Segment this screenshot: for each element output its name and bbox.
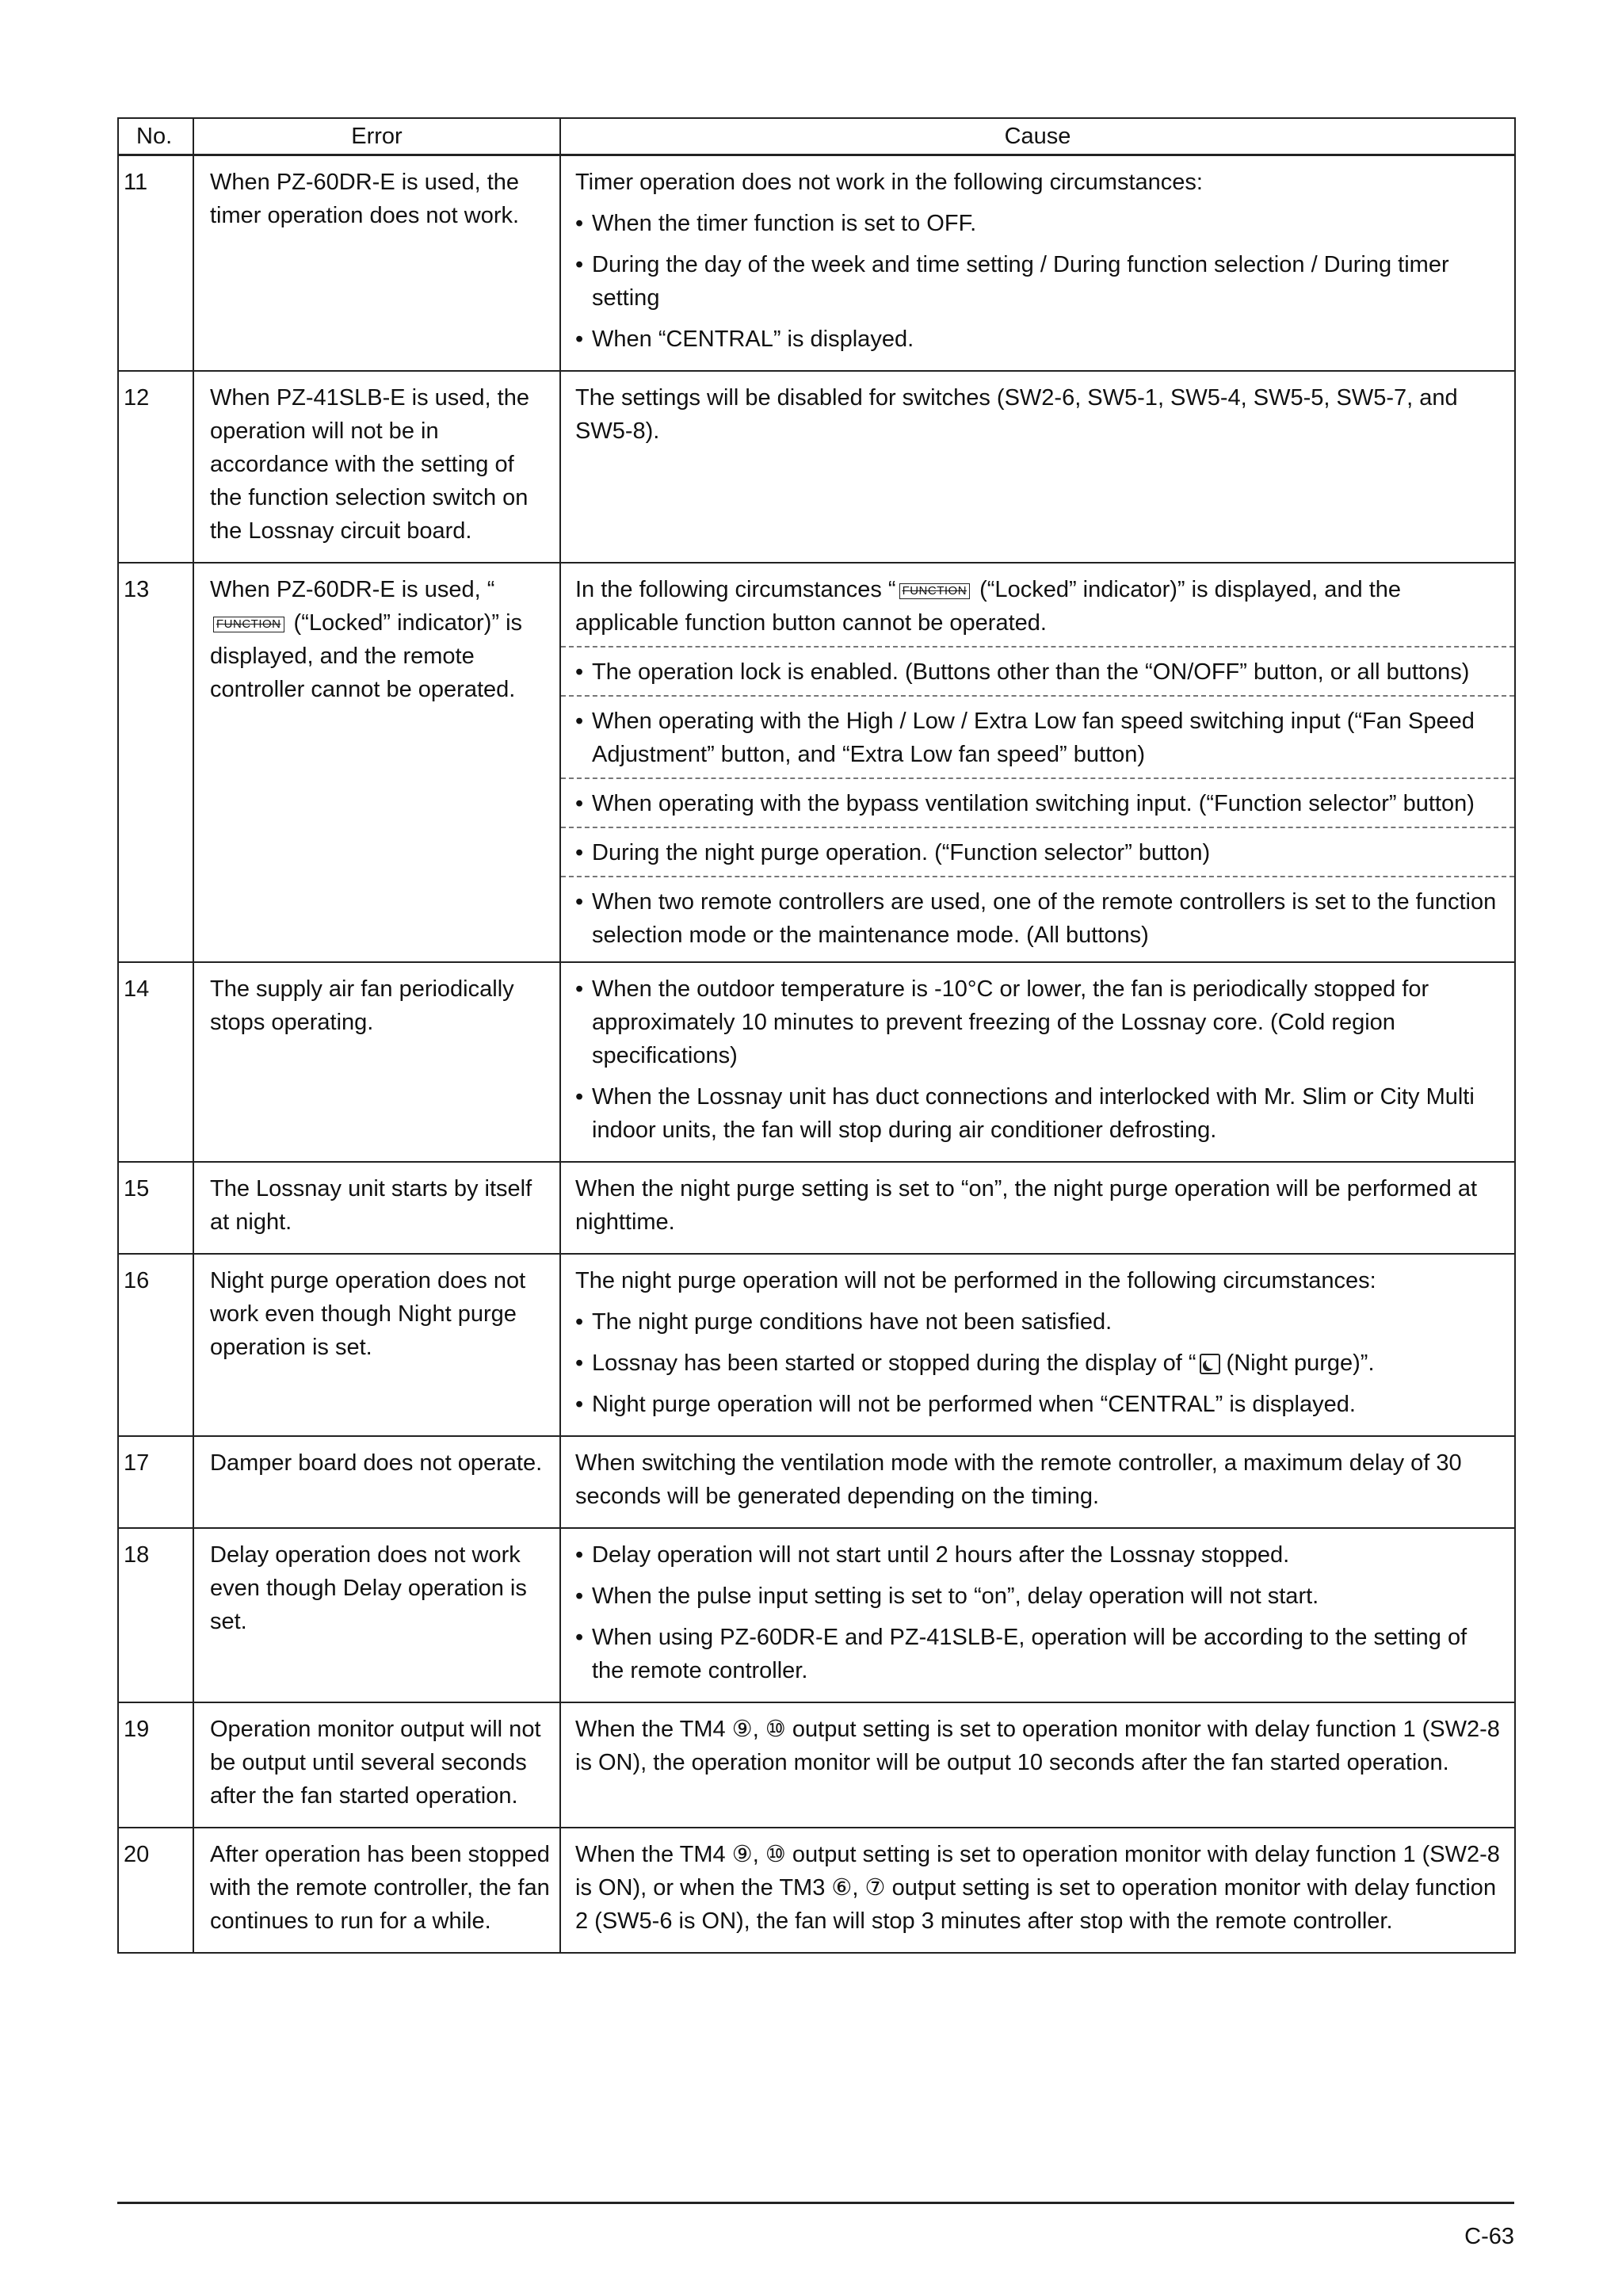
table-row <box>118 1528 1515 1702</box>
cause-cell <box>560 155 1515 372</box>
cause-cell <box>560 1828 1515 1953</box>
cause-cell <box>560 962 1515 1162</box>
function-lock-icon: FUNCTION <box>899 583 971 599</box>
row-number: 14 <box>118 962 193 1162</box>
cause-group <box>561 827 1514 876</box>
cause-text-part: Lossnay has been started or stopped during the display of “ <box>592 1350 1196 1376</box>
row-number: 17 <box>118 1436 193 1528</box>
error-text: (“Locked” indicator)” is displayed, and the remote controller cannot be operated. <box>210 610 523 702</box>
footer-rule <box>117 2202 1514 2204</box>
table-row <box>118 1254 1515 1436</box>
error-cell: Operation monitor output will not be output until several seconds after the fan started operation. <box>193 1702 560 1828</box>
row-number: 12 <box>118 371 193 563</box>
cause-bullet: • Delay operation will not start until 2 hours after the Lossnay stopped. <box>575 1538 1505 1572</box>
table-row <box>118 1702 1515 1828</box>
cause-group <box>561 876 1514 961</box>
cause-bullet <box>575 1347 1505 1380</box>
cause-bullet: • When the pulse input setting is set to “on”, delay operation will not start. <box>575 1580 1505 1613</box>
error-cause-table <box>117 117 1516 1954</box>
cause-cell <box>560 1702 1515 1828</box>
table-row <box>118 1436 1515 1528</box>
cause-group <box>561 777 1514 827</box>
cause-text: When the night purge setting is set to “on”, the night purge operation will be performed at nighttime. <box>575 1176 1478 1235</box>
error-cell: The supply air fan periodically stops operating. <box>193 962 560 1162</box>
cause-bullet: • When the Lossnay unit has duct connections and interlocked with Mr. Slim or City Multi indoor units, the fan will stop during air conditioner defrosting. <box>575 1080 1505 1147</box>
table-header-row <box>118 118 1515 155</box>
cause-cell <box>560 371 1515 563</box>
header-cause: Cause <box>560 118 1515 155</box>
table-row <box>118 563 1515 962</box>
cause-text-part: In the following circumstances “ <box>575 577 896 602</box>
row-number: 19 <box>118 1702 193 1828</box>
cause-bullet: • During the day of the week and time setting / During function selection / During timer setting <box>575 248 1505 315</box>
cause-text: When switching the ventilation mode with the remote controller, a maximum delay of 30 seconds will be generated depending on the timing. <box>575 1450 1462 1509</box>
cause-text-part: (“Locked” indicator)” is displayed, and the applicable function button cannot be operated. <box>575 577 1402 636</box>
cause-bullet: • When operating with the bypass ventilation switching input. (“Function selector” button) <box>575 787 1505 820</box>
cause-bullet: • When two remote controllers are used, one of the remote controllers is set to the function selection mode or the maintenance mode. (All buttons) <box>575 885 1505 952</box>
cause-text: The settings will be disabled for switches (SW2-6, SW5-1, SW5-4, SW5-5, SW5-7, and SW5-8). <box>575 385 1458 444</box>
error-cell: Delay operation does not work even though Delay operation is set. <box>193 1528 560 1702</box>
function-lock-icon: FUNCTION <box>213 617 284 632</box>
row-number: 18 <box>118 1528 193 1702</box>
cause-bullet: • When operating with the High / Low / Extra Low fan speed switching input (“Fan Speed Adjustment” button, and “Extra Low fan speed” button) <box>575 705 1505 771</box>
header-error: Error <box>193 118 560 155</box>
cause-cell <box>560 1436 1515 1528</box>
header-no: No. <box>118 118 193 155</box>
row-number: 16 <box>118 1254 193 1436</box>
night-purge-icon <box>1200 1354 1220 1374</box>
cause-bullet: • The night purge conditions have not been satisfied. <box>575 1305 1505 1339</box>
cause-cell <box>560 1528 1515 1702</box>
error-cell: Night purge operation does not work even though Night purge operation is set. <box>193 1254 560 1436</box>
table-row <box>118 1162 1515 1254</box>
table-row <box>118 155 1515 372</box>
cause-group <box>561 695 1514 777</box>
error-cell: The Lossnay unit starts by itself at night. <box>193 1162 560 1254</box>
error-text: When PZ-60DR-E is used, “ <box>210 577 495 602</box>
error-cell: When PZ-41SLB-E is used, the operation will not be in accordance with the setting of the function selection switch on the Lossnay circuit board. <box>193 371 560 563</box>
cause-cell <box>560 1254 1515 1436</box>
cause-bullet: • When using PZ-60DR-E and PZ-41SLB-E, operation will be according to the setting of the remote controller. <box>575 1621 1505 1687</box>
cause-group <box>561 646 1514 695</box>
page-number: C-63 <box>1464 2224 1514 2249</box>
cause-bullet: • The operation lock is enabled. (Buttons other than the “ON/OFF” button, or all buttons) <box>575 655 1505 689</box>
cause-text: The night purge operation will not be performed in the following circumstances: <box>575 1268 1376 1293</box>
error-cell <box>193 563 560 962</box>
cause-bullet: • When the timer function is set to OFF. <box>575 207 1505 240</box>
table-row <box>118 962 1515 1162</box>
cause-group <box>561 563 1514 646</box>
cause-text-part: (Night purge)”. <box>1226 1350 1375 1376</box>
cause-text: When the TM4 ⑨, ⑩ output setting is set to operation monitor with delay function 1 (SW2-8 is ON), or when the TM3 ⑥, ⑦ output setting is set to operation monitor with delay function 2 (SW5-6 is ON), the fan will stop 3 minutes after stop with the remote controller. <box>575 1842 1500 1934</box>
cause-text <box>575 573 1505 640</box>
cause-text: When the TM4 ⑨, ⑩ output setting is set to operation monitor with delay function 1 (SW2-8 is ON), the operation monitor will be output 10 seconds after the fan started operation. <box>575 1717 1500 1775</box>
error-cell: Damper board does not operate. <box>193 1436 560 1528</box>
cause-bullet: • During the night purge operation. (“Function selector” button) <box>575 836 1505 869</box>
cause-bullet: • When the outdoor temperature is -10°C or lower, the fan is periodically stopped for approximately 10 minutes to prevent freezing of the Lossnay core. (Cold region specifications) <box>575 972 1505 1072</box>
table-row <box>118 1828 1515 1953</box>
cause-text: Timer operation does not work in the following circumstances: <box>575 170 1203 195</box>
cause-bullet: • When “CENTRAL” is displayed. <box>575 323 1505 356</box>
cause-bullet: • Night purge operation will not be performed when “CENTRAL” is displayed. <box>575 1388 1505 1421</box>
row-number: 20 <box>118 1828 193 1953</box>
error-cell: When PZ-60DR-E is used, the timer operation does not work. <box>193 155 560 372</box>
table-body <box>118 155 1515 1954</box>
row-number: 11 <box>118 155 193 372</box>
table-row <box>118 371 1515 563</box>
cause-cell <box>560 563 1515 962</box>
row-number: 15 <box>118 1162 193 1254</box>
row-number: 13 <box>118 563 193 962</box>
cause-cell <box>560 1162 1515 1254</box>
error-cell: After operation has been stopped with the remote controller, the fan continues to run for a while. <box>193 1828 560 1953</box>
